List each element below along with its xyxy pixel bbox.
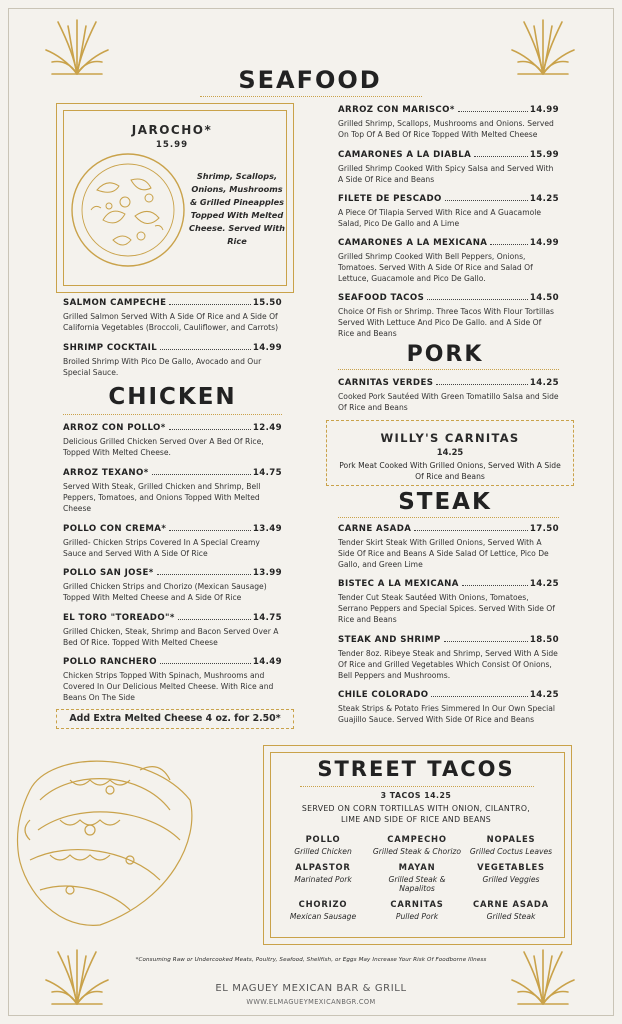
item-description: Grilled Salmon Served With A Side Of Rice and A Side Of California Vegetables (Broccoli, Cauliflower, and Carrots) <box>63 312 279 332</box>
taco-option-campecho <box>370 834 464 856</box>
menu-item-pollo-con-crema <box>63 524 282 559</box>
menu-item-arroz-con-pollo <box>63 423 282 458</box>
item-name: CAMARONES A LA MEXICANA <box>338 238 488 248</box>
willys-carnitas-price: 14.25 <box>436 447 464 457</box>
menu-item-filete-de-pescado <box>338 194 559 229</box>
pork-heading: PORK <box>406 342 484 367</box>
item-name: ARROZ TEXANO* <box>63 468 149 478</box>
agave-bottom-right-icon <box>510 946 576 1008</box>
menu-item-salmon-campeche <box>63 298 282 333</box>
item-description: Delicious Grilled Chicken Served Over A Bed Of Rice, Topped With Melted Cheese. <box>63 437 264 457</box>
menu-item-camarones-a-la-diabla <box>338 150 559 185</box>
street-tacos-subtitle: SERVED ON CORN TORTILLAS WITH ONION, CILANTRO, LIME AND SIDE OF RICE AND BEANS <box>301 804 531 824</box>
item-price: 14.49 <box>252 657 282 667</box>
item-description: Grilled Chicken, Steak, Shrimp and Bacon Served Over A Bed Of Rice. Topped With Melted Cheese <box>63 627 279 647</box>
restaurant-name: EL MAGUEY MEXICAN BAR & GRILL <box>215 983 407 994</box>
taco-option-carne-asada <box>464 899 558 921</box>
item-price: 14.25 <box>529 690 559 700</box>
item-price: 15.99 <box>529 150 559 160</box>
taco-option-alpastor <box>276 862 370 893</box>
item-name: CARNITAS VERDES <box>338 378 434 388</box>
steak-heading-rule <box>338 517 559 518</box>
taco-option-name: VEGETABLES <box>477 862 545 872</box>
street-tacos-heading: STREET TACOS <box>317 757 515 781</box>
menu-item-carnitas-verdes <box>338 378 559 413</box>
item-description: A Piece Of Tilapia Served With Rice and A Guacamole Salad, Pico De Gallo and A Lime <box>338 208 542 228</box>
taco-option-chorizo <box>276 899 370 921</box>
chicken-heading: CHICKEN <box>108 384 237 410</box>
extra-cheese-note: Add Extra Melted Cheese 4 oz. for 2.50* <box>69 713 281 724</box>
item-description: Broiled Shrimp With Pico De Gallo, Avocado and Our Special Sauce. <box>63 357 262 377</box>
taco-option-desc: Grilled Steak & Chorizo <box>372 847 462 856</box>
menu-item-shrimp-cocktail <box>63 343 282 378</box>
menu-item-pollo-san-jose <box>63 568 282 603</box>
item-price: 14.25 <box>529 579 559 589</box>
taco-option-name: ALPASTOR <box>295 862 351 872</box>
item-name: EL TORO "TOREADO"* <box>63 613 175 623</box>
street-tacos-price: 3 TACOS 14.25 <box>380 791 452 800</box>
item-description: Tender Cut Steak Sautéed With Onions, Tomatoes, Serrano Peppers and Special Spices. Served With Side Of Rice and Beans <box>338 593 555 624</box>
item-name: CAMARONES A LA DIABLA <box>338 150 472 160</box>
menu-item-chile-colorado <box>338 690 559 725</box>
taco-option-desc: Mexican Sausage <box>289 912 357 921</box>
jarocho-title: JAROCHO* <box>131 123 213 137</box>
menu-item-camarones-a-la-mexicana <box>338 238 559 284</box>
item-description: Tender 8oz. Ribeye Steak and Shrimp, Served With A Side Of Rice and Grilled Vegetables Which Consist Of Onions, Bell Peppers and Mushrooms. <box>338 649 558 680</box>
jarocho-price: 15.99 <box>155 140 189 150</box>
street-tacos-options <box>276 834 558 921</box>
taco-option-name: CARNE ASADA <box>473 899 549 909</box>
menu-item-bistec-a-la-mexicana <box>338 579 559 625</box>
menu-item-carne-asada <box>338 524 559 570</box>
steak-heading: STEAK <box>398 489 492 515</box>
agave-bottom-left-icon <box>44 946 110 1008</box>
item-name: POLLO SAN JOSE* <box>63 568 154 578</box>
taco-option-vegetables <box>464 862 558 893</box>
taco-option-desc: Grilled Steak & Napalitos <box>388 875 446 893</box>
item-description: Grilled Shrimp Cooked With Spicy Salsa and Served With A Side Of Rice and Beans <box>338 164 554 184</box>
menu-item-el-toro-toreado <box>63 613 282 648</box>
agave-top-left-icon <box>44 16 110 78</box>
taco-option-name: CHORIZO <box>298 899 348 909</box>
seafood-heading-rule <box>200 96 422 97</box>
street-tacos-heading-rule <box>300 786 534 787</box>
item-description: Served With Steak, Grilled Chicken and Shrimp, Bell Peppers, Tomatoes, and Onions Topped With Melted Cheese <box>63 482 261 513</box>
item-description: Grilled Chicken Strips and Chorizo (Mexican Sausage) Topped With Melted Cheese and A Side Of Rice <box>63 582 267 602</box>
item-price: 14.50 <box>529 293 559 303</box>
item-price: 13.99 <box>252 568 282 578</box>
chicken-heading-rule <box>63 414 282 415</box>
tacos-illustration-icon <box>10 730 200 930</box>
item-price: 14.99 <box>252 343 282 353</box>
item-description: Cooked Pork Sautéed With Green Tomatillo Salsa and Side Of Rice and Beans <box>338 392 559 412</box>
extra-cheese-box <box>56 709 294 729</box>
item-name: SHRIMP COCKTAIL <box>63 343 158 353</box>
menu-item-pollo-ranchero <box>63 657 282 703</box>
taco-option-name: CAMPECHO <box>387 834 447 844</box>
item-description: Tender Skirt Steak With Grilled Onions, Served With A Side Of Rice and Beans A Side Salad Of Lettice, Pico De Gallo, and Green Lime <box>338 538 549 569</box>
item-price: 15.50 <box>252 298 282 308</box>
menu-item-arroz-con-marisco <box>338 105 559 140</box>
taco-option-nopales <box>464 834 558 856</box>
taco-option-name: NOPALES <box>486 834 536 844</box>
item-name: POLLO RANCHERO <box>63 657 157 667</box>
item-name: ARROZ CON MARISCO* <box>338 105 455 115</box>
taco-option-mayan <box>370 862 464 893</box>
taco-option-desc: Marinated Pork <box>294 875 352 884</box>
item-name: BISTEC A LA MEXICANA <box>338 579 459 589</box>
item-price: 14.25 <box>529 194 559 204</box>
taco-option-desc: Pulled Pork <box>395 912 439 921</box>
menu-item-seafood-tacos <box>338 293 559 339</box>
item-description: Grilled Shrimp Cooked With Bell Peppers, Onions, Tomatoes. Served With A Side Of Rice and Salad Of Lettuce, Guacamole and Pico De Gallo. <box>338 252 533 283</box>
jarocho-feature-box <box>56 103 294 293</box>
menu-item-steak-and-shrimp <box>338 635 559 681</box>
item-price: 12.49 <box>252 423 282 433</box>
item-description: Chicken Strips Topped With Spinach, Mushrooms and Covered In Our Delicious Melted Cheese. With Rice and Beans On The Side <box>63 671 274 702</box>
pork-heading-rule <box>338 369 559 370</box>
food-safety-disclaimer: *Consuming Raw or Undercooked Meats, Poultry, Seafood, Shellfish, or Eggs May Increase Your Risk Of Foodborne Illness <box>135 957 487 963</box>
item-price: 14.75 <box>252 613 282 623</box>
item-price: 17.50 <box>529 524 559 534</box>
item-description: Grilled Shrimp, Scallops, Mushrooms and Onions. Served On Top Of A Bed Of Rice Topped With Melted Cheese <box>338 119 554 139</box>
item-name: SALMON CAMPECHE <box>63 298 167 308</box>
item-price: 14.99 <box>529 238 559 248</box>
item-name: ARROZ CON POLLO* <box>63 423 166 433</box>
agave-top-right-icon <box>510 16 576 78</box>
item-price: 14.75 <box>252 468 282 478</box>
taco-option-desc: Grilled Chicken <box>294 847 352 856</box>
seafood-heading: SEAFOOD <box>238 66 382 94</box>
item-name: CHILE COLORADO <box>338 690 429 700</box>
willys-carnitas-description: Pork Meat Cooked With Grilled Onions, Served With A Side Of Rice and Beans <box>339 461 561 481</box>
willys-carnitas-box <box>326 420 574 486</box>
item-description: Choice Of Fish or Shrimp. Three Tacos With Flour Tortillas Served With Lettuce And Pico De Gallo. and A Side Of Rice and Beans <box>338 307 554 338</box>
item-description: Steak Strips & Potato Fries Simmered In Our Own Special Guajillo Sauce. Served With Side Of Rice and Beans <box>338 704 556 724</box>
item-name: SEAFOOD TACOS <box>338 293 425 303</box>
item-description: Grilled- Chicken Strips Covered In A Special Creamy Sauce and Served With A Side Of Rice <box>63 538 260 558</box>
taco-option-name: POLLO <box>305 834 341 844</box>
item-price: 14.99 <box>529 105 559 115</box>
restaurant-website: WWW.ELMAGUEYMEXICANBGR.COM <box>246 998 376 1006</box>
item-name: CARNE ASADA <box>338 524 412 534</box>
item-price: 14.25 <box>529 378 559 388</box>
item-name: FILETE DE PESCADO <box>338 194 442 204</box>
taco-option-carnitas <box>370 899 464 921</box>
item-name: STEAK AND SHRIMP <box>338 635 441 645</box>
taco-option-name: CARNITAS <box>390 899 444 909</box>
jarocho-description: Shrimp, Scallops, Onions, Mushrooms & Grilled Pineapples Topped With Melted Cheese. Served With Rice <box>189 171 285 246</box>
taco-option-desc: Grilled Coctus Leaves <box>469 847 553 856</box>
seafood-plate-illustration-icon <box>69 150 187 270</box>
willys-carnitas-title: WILLY'S CARNITAS <box>380 431 520 445</box>
taco-option-desc: Grilled Steak <box>486 912 536 921</box>
taco-option-name: MAYAN <box>398 862 436 872</box>
item-price: 13.49 <box>252 524 282 534</box>
menu-item-arroz-texano <box>63 468 282 514</box>
item-price: 18.50 <box>529 635 559 645</box>
taco-option-desc: Grilled Veggies <box>482 875 540 884</box>
item-name: POLLO CON CREMA* <box>63 524 167 534</box>
taco-option-pollo <box>276 834 370 856</box>
